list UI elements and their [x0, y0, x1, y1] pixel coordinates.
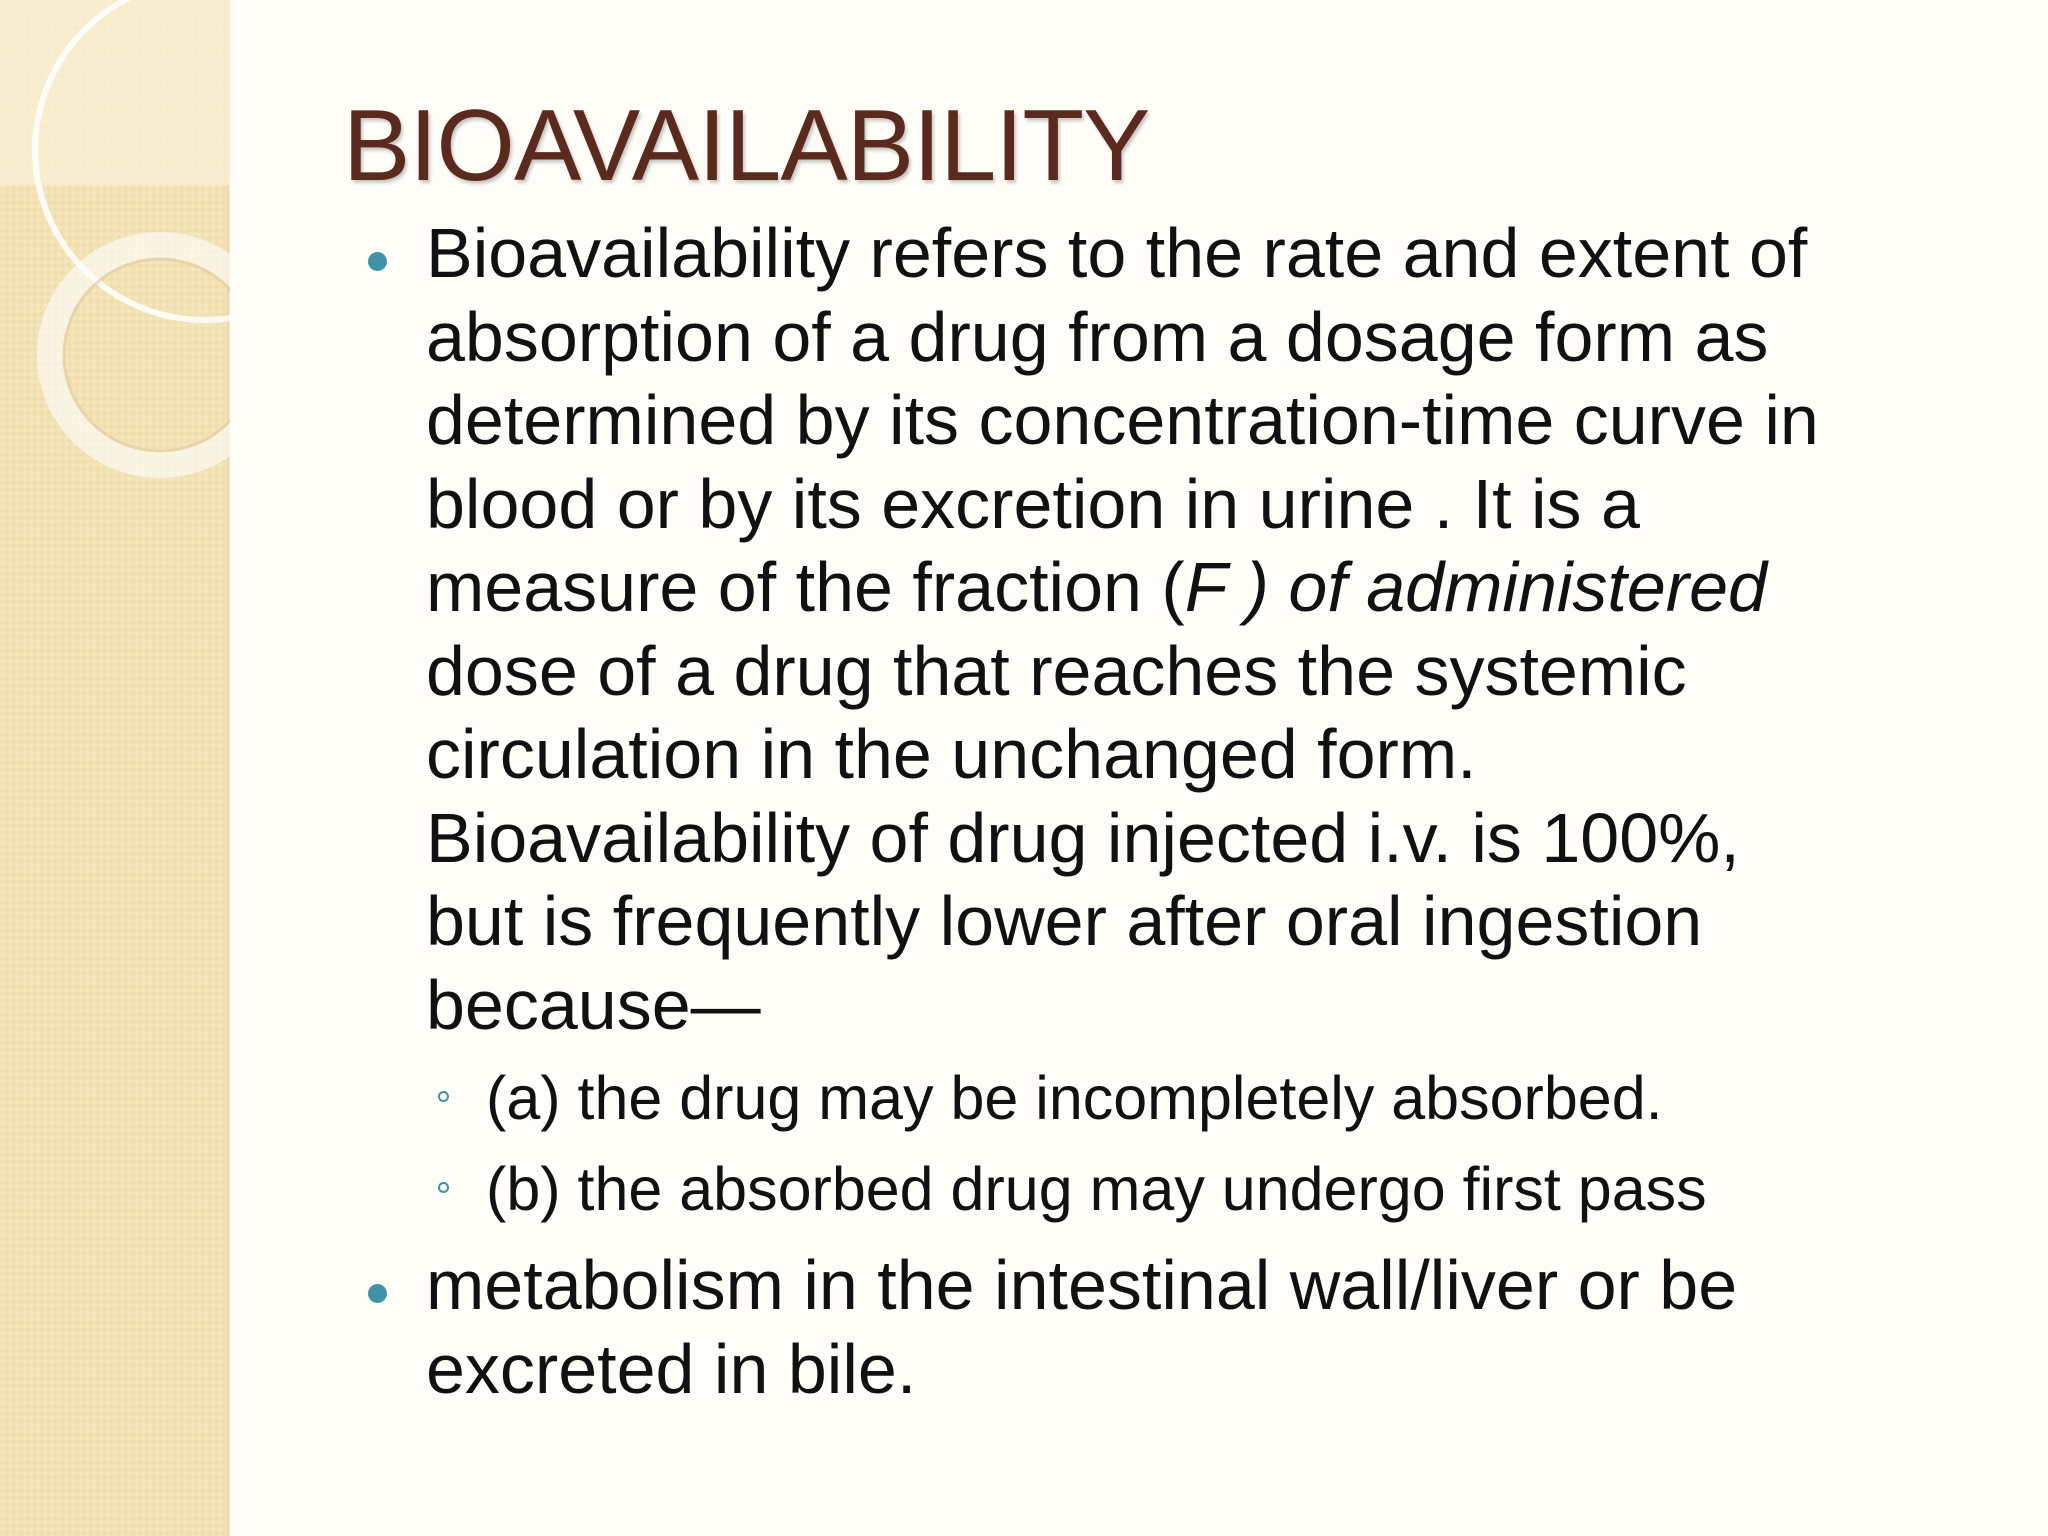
decorative-circles: [0, 0, 230, 520]
bullet-line: but is frequently lower after oral ingestion: [426, 882, 1703, 960]
bullet-item: [350, 1244, 2030, 1411]
bullet-line: blood or by its excretion in urine . It is a: [426, 464, 1640, 543]
sub-bullet-text: (b) the absorbed drug may undergo first pass: [486, 1155, 1707, 1223]
bullet-line: metabolism in the intestinal wall/liver or be: [426, 1246, 1738, 1324]
bullet-line: determined by its concentration-time curve in: [426, 381, 1819, 459]
italic-text: F ) of administered: [1184, 548, 1767, 626]
bullet-line: absorption of a drug from a dosage form as: [426, 297, 1769, 376]
slide-body: [350, 212, 2030, 1411]
bullet-line: circulation in the unchanged form.: [426, 715, 1477, 793]
sub-bullet-ring-icon: [438, 1182, 449, 1193]
sub-bullet-text: (a) the drug may be incompletely absorbed.: [486, 1064, 1663, 1132]
slide-title: BIOAVAILABILITY: [343, 90, 1150, 202]
bullet-text: [426, 212, 2030, 1047]
sub-bullet-item: [350, 1153, 2030, 1226]
plain-text: measure of the fraction (: [426, 548, 1185, 626]
bullet-line: [426, 546, 2030, 630]
bullet-text: [426, 1244, 2030, 1411]
bullet-line: Bioavailability of drug injected i.v. is 100%,: [426, 798, 1740, 877]
bullet-item: [350, 212, 2030, 1047]
bullet-line: dose of a drug that reaches the systemic: [426, 631, 1687, 710]
bullet-line: excreted in bile.: [426, 1329, 917, 1408]
sub-bullet-item: [350, 1062, 2030, 1135]
bullet-line: because—: [426, 965, 761, 1044]
bullet-line: Bioavailability refers to the rate and extent of: [426, 214, 1808, 292]
bullet-dot-icon: [368, 252, 387, 271]
sub-bullet-list: [350, 1062, 2030, 1226]
bullet-dot-icon: [368, 1284, 387, 1303]
sub-bullet-ring-icon: [438, 1091, 449, 1102]
